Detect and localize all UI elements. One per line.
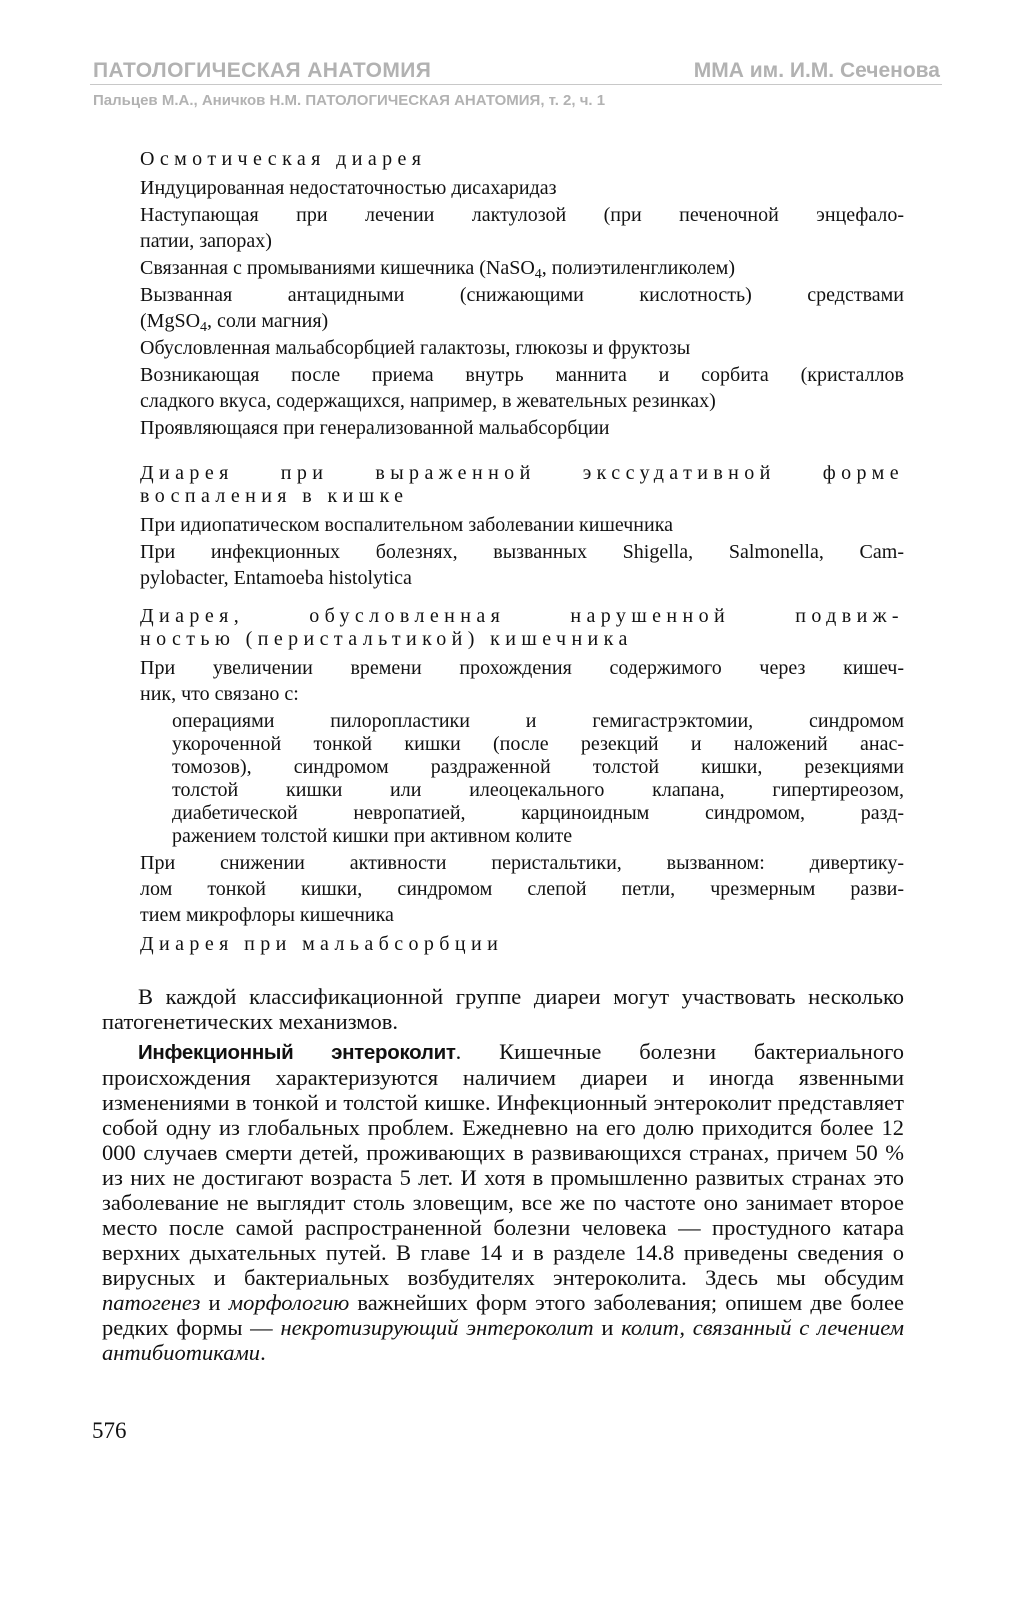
paragraph: В каждой классификационной группе диареи могут участвовать несколько патогенетических механизмов. [102, 984, 904, 1034]
group-malabsorption-diarrhea [140, 933, 904, 956]
list-item: (MgSO$_4$, соли магния) [140, 310, 329, 335]
group-heading: ностью (перистальтикой) кишечника [140, 628, 633, 650]
list-item: При увеличении времени прохождения содержимого через кишеч- [140, 657, 904, 679]
emphasis: некротизирующий энтероколит [280, 1315, 594, 1340]
list-item: При идиопатическом воспалительном заболевании кишечника [140, 514, 674, 536]
emphasis: морфологию [228, 1290, 350, 1315]
group-osmotic-diarrhea [140, 148, 904, 444]
paragraph: Инфекционный энтероколит. Кишечные болезни бактериального происхождения характеризуются наличием диареи и иногда язвенными изменениями в тонкой и толстой кишке. Инфекционный энтероколит представляет собой одну из глобальных проблем. Ежедневно на его долю приходится более 12 000 случаев смерти детей, проживающих в развивающихся странах, причем 50 % из них не достигают возраста 5 лет. И хотя в промышленно развитых странах это заболевание не выглядит столь зловещим, все же по частоте оно занимает второе место после самой распространенной болезни человека — простудного катара верхних дыхательных путей. В главе 14 и в разделе 14.8 приведены сведения о вирусных и бактериальных возбудителях энтероколита. Здесь мы обсудим патогенез и морфологию важнейших форм этого заболевания; опишем две более редких формы — некротизирующий энтероколит и колит, связанный с лечением антибиотиками. [102, 1039, 905, 1365]
list-item: ник, что связано с: [140, 683, 299, 705]
sub-item: томозов), синдромом раздраженной толстой кишки, резекциями [172, 756, 904, 778]
running-header-institution: ММА им. И.М. Сеченова [693, 59, 940, 82]
list-item: При инфекционных болезнях, вызванных Shigella, Salmonella, Cam- [140, 541, 904, 563]
sub-item: операциями пилоропластики и гемигастрэктомии, синдромом [172, 710, 904, 732]
list-item: Связанная с промываниями кишечника (NaSO$_4$, полиэтиленгликолем) [140, 257, 735, 282]
sub-item: диабетической невропатией, карциноидным синдромом, разд- [172, 802, 904, 824]
list-item: При снижении активности перистальтики, вызванном: дивертику- [140, 852, 904, 874]
list-item: Проявляющаяся при генерализованной мальабсорбции [140, 417, 610, 439]
running-header-title: ПАТОЛОГИЧЕСКАЯ АНАТОМИЯ [93, 59, 432, 82]
header-divider [90, 84, 942, 85]
list-item: лом тонкой кишки, синдромом слепой петли, чрезмерным разви- [140, 878, 904, 900]
emphasis: патогенез [102, 1290, 201, 1315]
sub-item: укороченной тонкой кишки (после резекций и наложений анас- [172, 733, 904, 755]
sub-item: толстой кишки или илеоцекального клапана, гипертиреозом, [172, 779, 904, 801]
emphasis: колит, связанный с лечением антибиотиками [102, 1315, 904, 1365]
page-number: 576 [92, 1418, 127, 1443]
list-item: Индуцированная недостаточностью дисахаридаз [140, 177, 557, 199]
group-heading: Осмотическая диарея [140, 148, 427, 170]
running-header-subtitle: Пальцев М.А., Аничков Н.М. ПАТОЛОГИЧЕСКАЯ АНАТОМИЯ, т. 2, ч. 1 [93, 92, 606, 109]
body-text [102, 984, 904, 1365]
list-item: pylobacter, Entamoeba histolytica [140, 567, 412, 589]
group-heading: Диарея при мальабсорбции [140, 933, 504, 955]
group-heading: Диарея при выраженной экссудативной форме [140, 462, 904, 484]
list-item: сладкого вкуса, содержащихся, например, в жевательных резинках) [140, 390, 716, 412]
list-item: Обусловленная мальабсорбцией галактозы, глюкозы и фруктозы [140, 337, 691, 359]
group-exudative-diarrhea [140, 462, 904, 594]
list-item: Вызванная антацидными (снижающими кислотность) средствами [140, 284, 904, 306]
group-heading: воспаления в кишке [140, 485, 409, 507]
group-heading: Диарея, обусловленная нарушенной подвиж- [140, 605, 904, 627]
list-item: Наступающая при лечении лактулозой (при печеночной энцефало- [140, 204, 904, 226]
sub-item: ражением толстой кишки при активном колите [172, 825, 573, 847]
group-motility-diarrhea [140, 605, 904, 931]
list-item: тием микрофлоры кишечника [140, 904, 394, 926]
term-bold: Инфекционный энтероколит [138, 1041, 456, 1064]
list-item: Возникающая после приема внутрь маннита и сорбита (кристаллов [140, 364, 904, 386]
list-item: патии, запорах) [140, 230, 272, 252]
